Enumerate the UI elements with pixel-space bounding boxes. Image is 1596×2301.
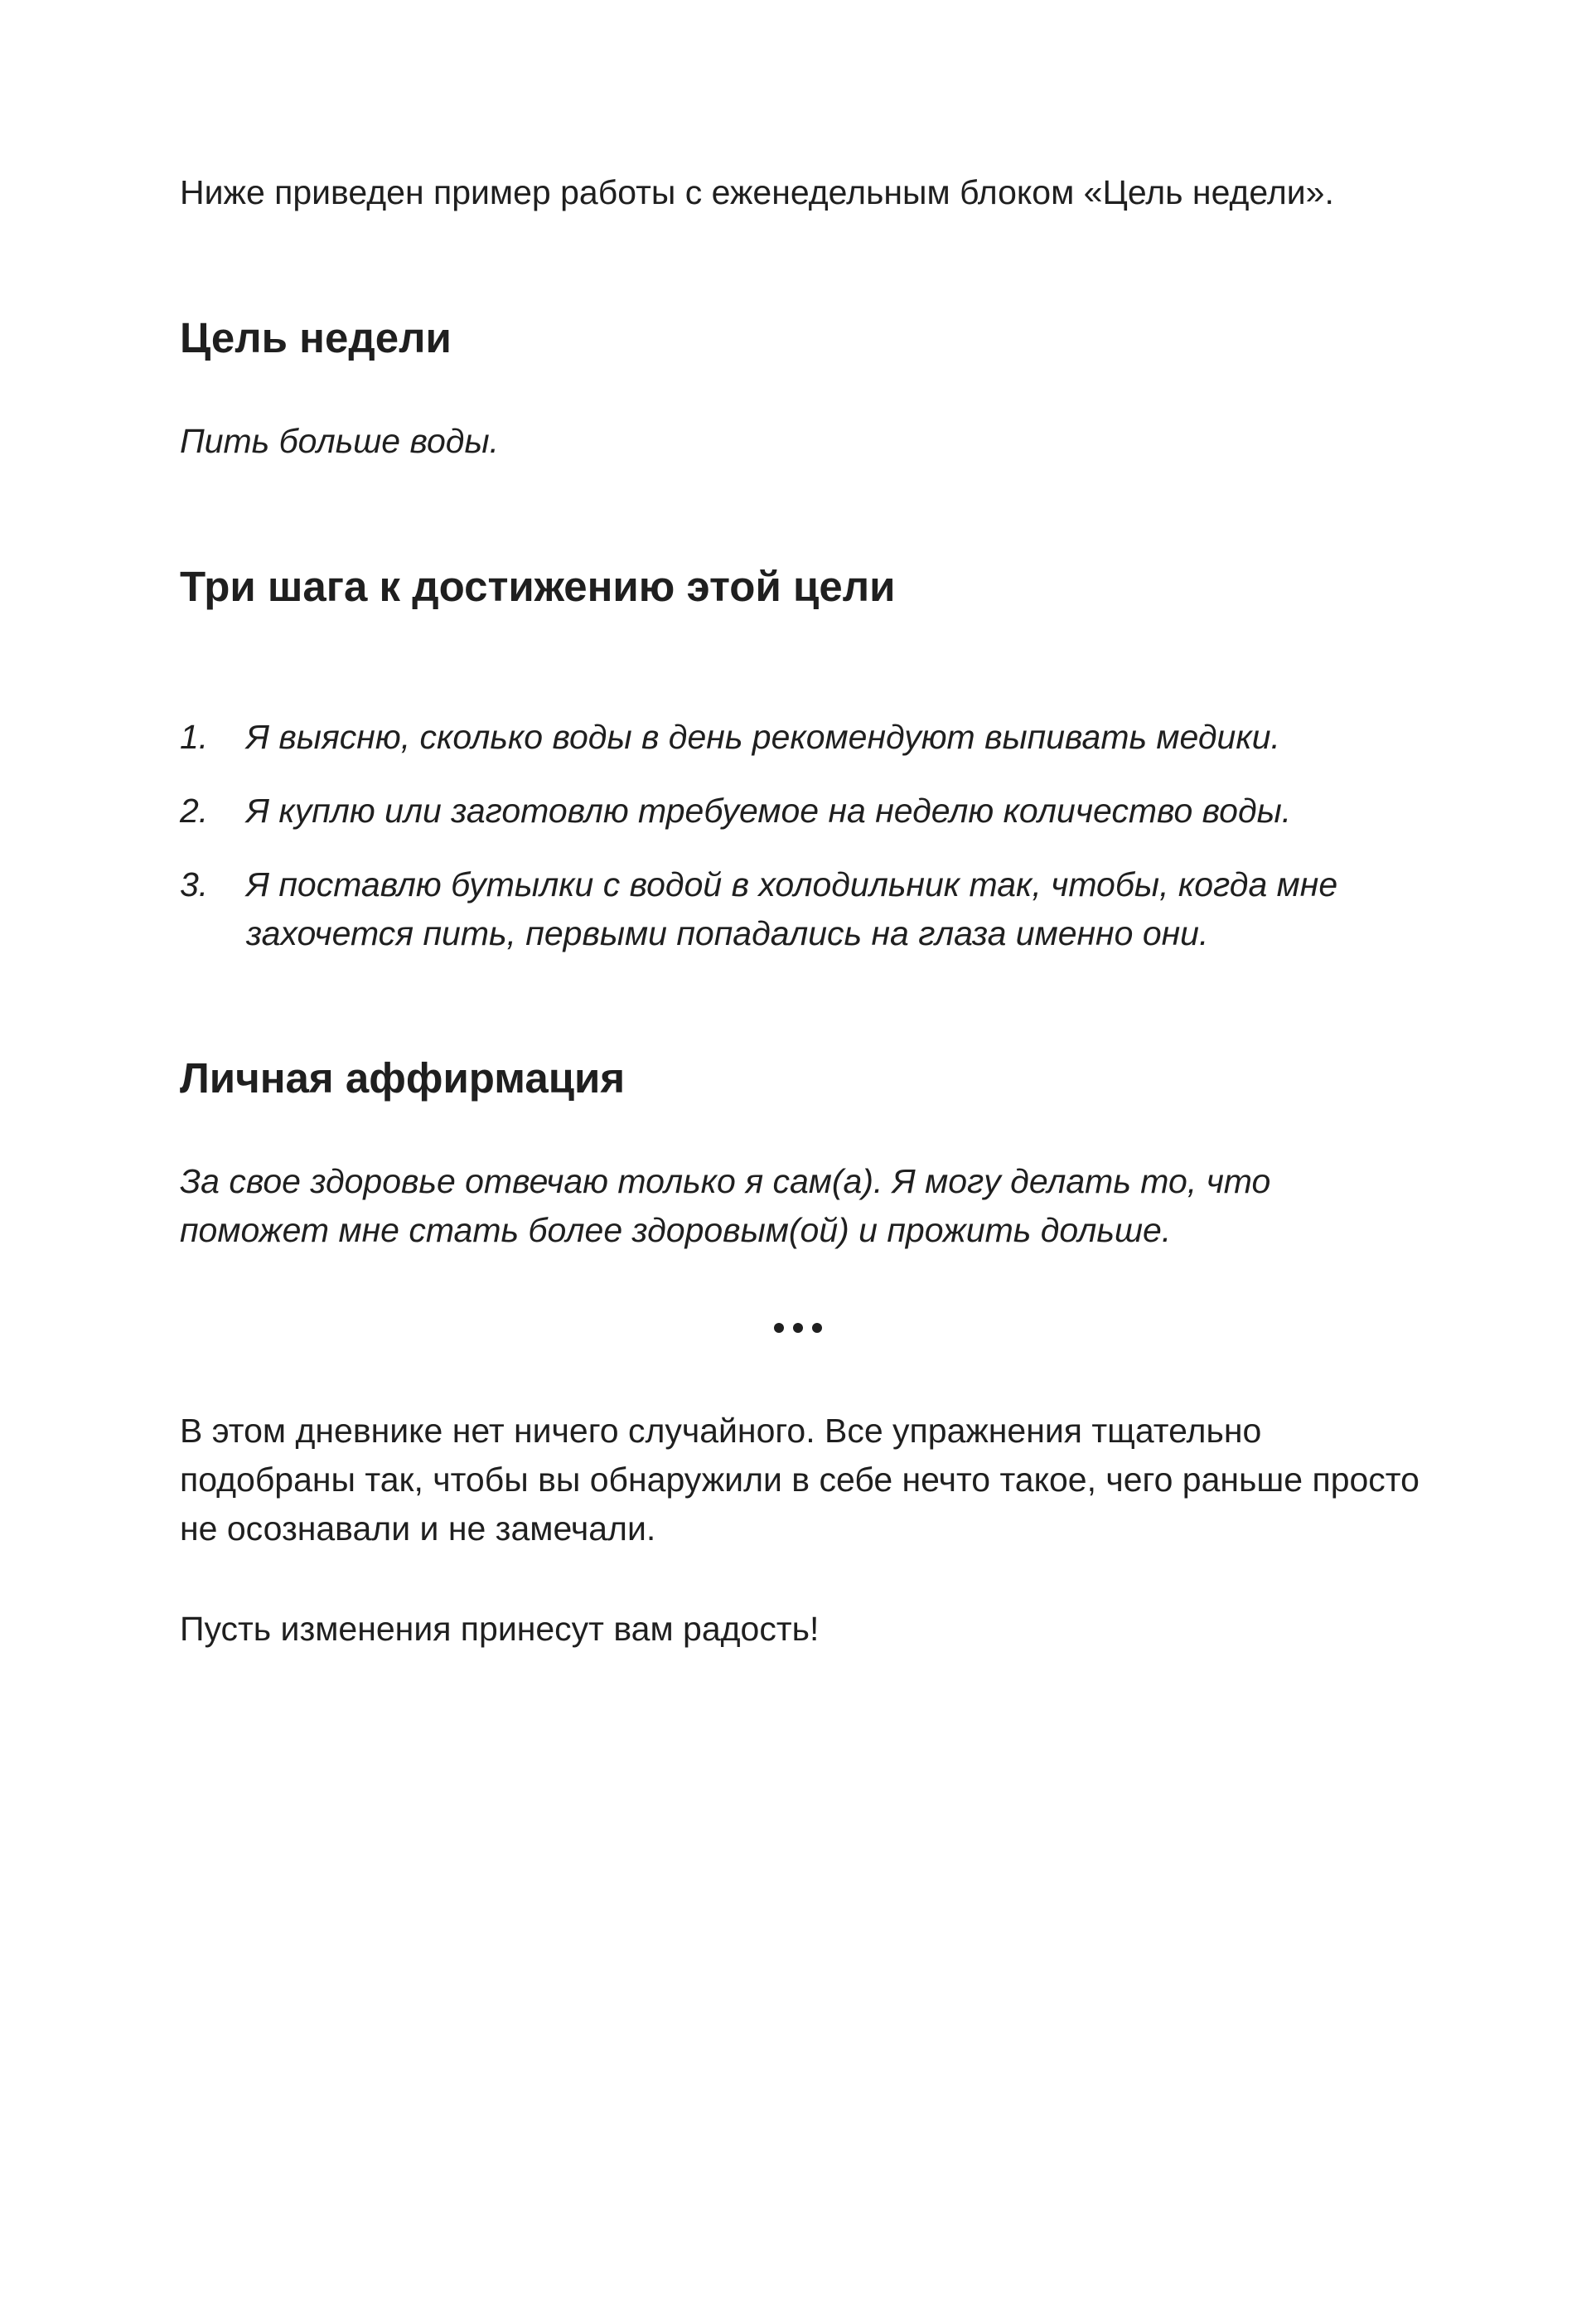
closing-wish: Пусть изменения принесут вам радость! [180,1610,820,1648]
step-text: Я поставлю бутылки с водой в холодильник так, чтобы, когда мне захочется пить, первыми попадались на глаза именно они. [246,865,1338,952]
step-text: Я выясню, сколько воды в день рекомендуют выпивать медики. [246,718,1280,756]
goal-heading: Цель недели [180,314,452,361]
step-number: 2. [180,792,209,830]
steps-list [180,713,1423,983]
affirmation-heading: Личная аффирмация [180,1054,626,1102]
closing-paragraph: В этом дневнике нет ничего случайного. Все упражнения тщательно подобраны так, чтобы вы обнаружили в себе нечто такое, чего раньше просто не осознавали и не замечали. [180,1412,1419,1548]
steps-heading: Три шага к достижению этой цели [180,563,896,610]
step-item [180,787,1423,836]
step-item [180,713,1423,762]
dot-icon [812,1323,822,1333]
intro-text: Ниже приведен пример работы с еженедельным блоком «Цель недели». [180,173,1334,211]
dot-icon [793,1323,803,1333]
step-text: Я куплю или заготовлю требуемое на неделю количество воды. [246,792,1292,830]
affirmation-text: За свое здоровье отвечаю только я сам(а). Я могу делать то, что поможет мне стать более здоровым(ой) и прожить дольше. [180,1162,1271,1249]
goal-text: Пить больше воды. [180,422,500,460]
dot-icon [774,1323,784,1333]
step-number: 3. [180,865,209,903]
step-number: 1. [180,718,209,756]
section-divider-dots [774,1321,822,1335]
step-item [180,860,1423,958]
